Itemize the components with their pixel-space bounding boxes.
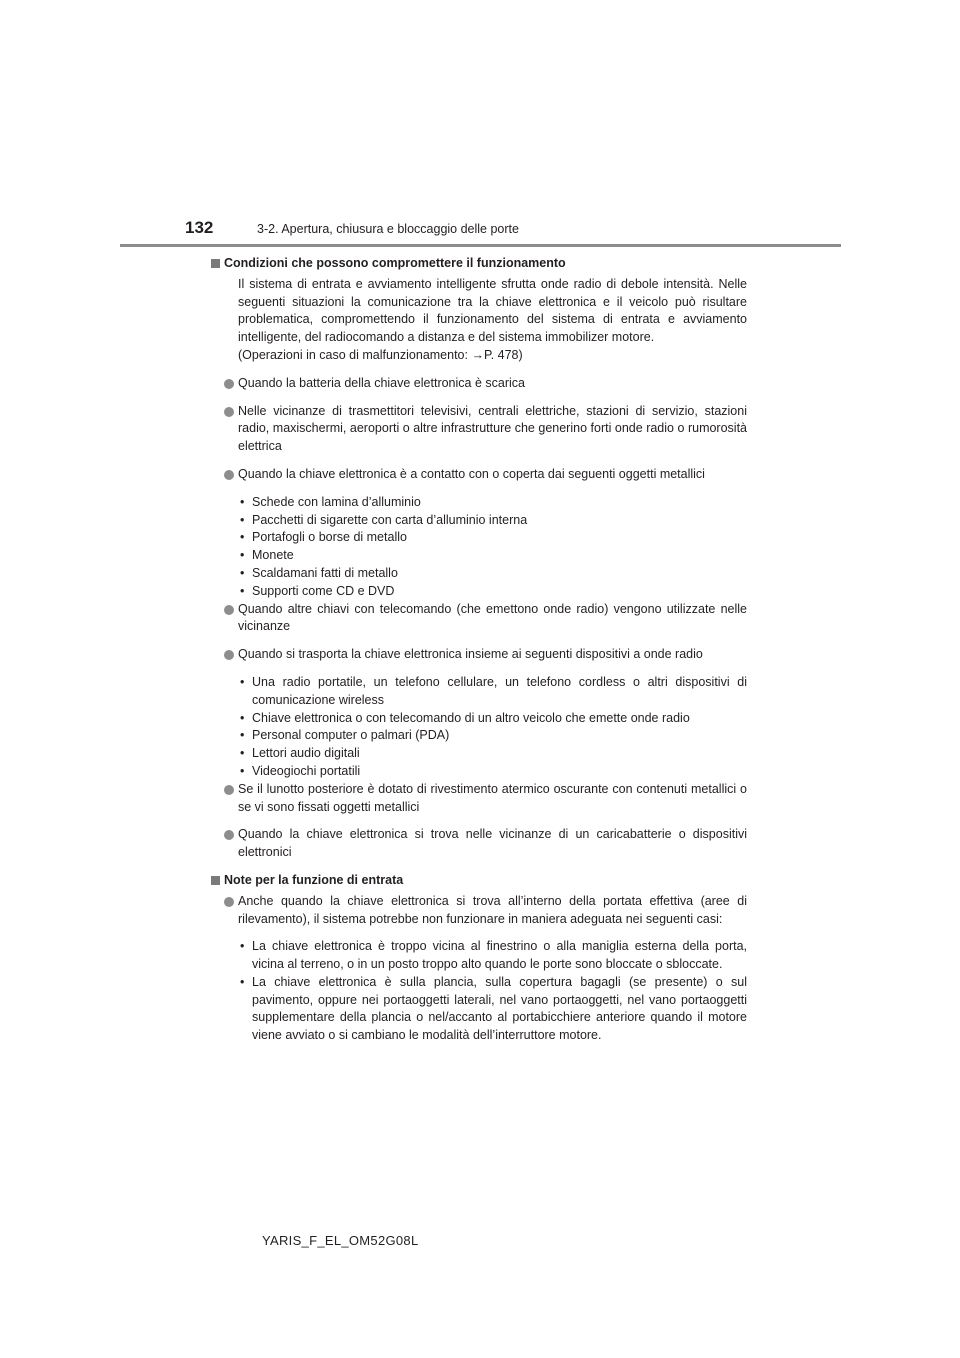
section-title: Note per la funzione di entrata bbox=[224, 872, 404, 887]
sub-list-item bbox=[211, 583, 747, 601]
list-item-text: Quando la batteria della chiave elettronica è scarica bbox=[238, 375, 525, 390]
list-item bbox=[211, 375, 747, 393]
section-title: Condizioni che possono compromettere il funzionamento bbox=[224, 256, 566, 270]
square-bullet-icon bbox=[211, 259, 220, 268]
running-header: 3-2. Apertura, chiusura e bloccaggio delle porte bbox=[257, 222, 519, 236]
list-item-text: Quando altre chiavi con telecomando (che emettono onde radio) vengono utilizzate nelle vicinanze bbox=[238, 601, 747, 634]
sub-list-item-text: Monete bbox=[252, 548, 294, 563]
sub-list-item-text: La chiave elettronica è sulla plancia, sulla copertura bagagli (se presente) o sul pavimento, oppure nei portaoggetti laterali, nel vano portaoggetti, nel vano portaoggetti supplementare della plancia o nel/accanto al portabicchiere anteriore quando il motore viene avviato o si cambiano le modalità dell’interruttore motore. bbox=[252, 974, 747, 1043]
header-rule bbox=[120, 244, 841, 247]
document-code: YARIS_F_EL_OM52G08L bbox=[262, 1233, 419, 1248]
dot-bullet-icon: • bbox=[240, 583, 245, 598]
sub-list-item bbox=[211, 494, 747, 512]
dot-bullet-icon: • bbox=[240, 974, 245, 989]
list-item bbox=[211, 826, 747, 862]
circle-bullet-icon bbox=[224, 897, 234, 907]
dot-bullet-icon: • bbox=[240, 512, 245, 527]
entry-notes-list bbox=[211, 938, 747, 1045]
list-item-text: Anche quando la chiave elettronica si trova all’interno della portata effettiva (aree di rilevamento), il sistema potrebbe non funzionare in maniera adeguata nei seguenti casi: bbox=[238, 893, 747, 926]
sub-list-item-text: Pacchetti di sigarette con carta d’alluminio interna bbox=[252, 512, 528, 527]
section-heading bbox=[211, 872, 747, 890]
section-heading bbox=[211, 255, 747, 273]
list-item bbox=[211, 403, 747, 456]
sub-list-item bbox=[211, 974, 747, 1045]
dot-bullet-icon: • bbox=[240, 530, 245, 545]
intro-paragraph: Il sistema di entrata e avviamento intelligente sfrutta onde radio di debole intensità. Nelle seguenti situazioni la comunicazione tra la chiave elettronica e il veicolo può risultare problematica, compromettendo il funzionamento del sistema di entrata e avviamento intelligente, del radiocomando a distanza e del sistema immobilizer motore. bbox=[238, 276, 747, 345]
list-item-text: Quando la chiave elettronica si trova nelle vicinanze di un caricabatterie o dispositivi elettronici bbox=[238, 827, 747, 860]
metal-objects-list bbox=[211, 494, 747, 601]
dot-bullet-icon: • bbox=[240, 494, 245, 509]
circle-bullet-icon bbox=[224, 650, 234, 660]
sub-list-item bbox=[211, 710, 747, 728]
circle-bullet-icon bbox=[224, 785, 234, 795]
sub-list-item bbox=[211, 547, 747, 565]
sub-list-item-text: La chiave elettronica è troppo vicina al finestrino o alla maniglia esterna della porta, vicina al terreno, o in un posto troppo alto quando le porte sono bloccate o sbloccate. bbox=[252, 939, 747, 972]
sub-list-item bbox=[211, 674, 747, 710]
sub-list-item-text: Una radio portatile, un telefono cellulare, un telefono cordless o altri dispositivi di comunicazione wireless bbox=[252, 674, 747, 707]
sub-list-item bbox=[211, 745, 747, 763]
list-item bbox=[211, 466, 747, 484]
reference-text: (Operazioni in caso di malfunzionamento: →P. 478) bbox=[238, 347, 523, 362]
sub-list-item-text: Scaldamani fatti di metallo bbox=[252, 565, 398, 580]
page-content bbox=[211, 255, 747, 1045]
list-item-text: Quando si trasporta la chiave elettronica insieme ai seguenti dispositivi a onde radio bbox=[238, 647, 703, 662]
sub-list-item bbox=[211, 529, 747, 547]
list-item bbox=[211, 601, 747, 637]
sub-list-item bbox=[211, 763, 747, 781]
list-item-text: Nelle vicinanze di trasmettitori televisivi, centrali elettriche, stazioni di servizio, stazioni radio, maxischermi, aeroporti o altre infrastrutture che generino forti onde radio o rumorosità elettrica bbox=[238, 403, 747, 454]
list-item bbox=[211, 781, 747, 817]
list-item bbox=[211, 646, 747, 664]
sub-list-item-text: Schede con lamina d’alluminio bbox=[252, 494, 421, 509]
radio-devices-list bbox=[211, 674, 747, 781]
sub-list-item-text: Personal computer o palmari (PDA) bbox=[252, 728, 450, 743]
sub-list-item bbox=[211, 565, 747, 583]
sub-list-item bbox=[211, 938, 747, 974]
dot-bullet-icon: • bbox=[240, 746, 245, 761]
dot-bullet-icon: • bbox=[240, 565, 245, 580]
dot-bullet-icon: • bbox=[240, 939, 245, 954]
circle-bullet-icon bbox=[224, 830, 234, 840]
sub-list-item-text: Lettori audio digitali bbox=[252, 746, 360, 761]
sub-list-item-text: Supporti come CD e DVD bbox=[252, 583, 395, 598]
page-number: 132 bbox=[185, 218, 214, 237]
sub-list-item-text: Portafogli o borse di metallo bbox=[252, 530, 407, 545]
dot-bullet-icon: • bbox=[240, 548, 245, 563]
dot-bullet-icon: • bbox=[240, 674, 245, 689]
list-item-text: Quando la chiave elettronica è a contatto con o coperta dai seguenti oggetti metallici bbox=[238, 466, 705, 481]
square-bullet-icon bbox=[211, 876, 220, 885]
circle-bullet-icon bbox=[224, 605, 234, 615]
circle-bullet-icon bbox=[224, 407, 234, 417]
dot-bullet-icon: • bbox=[240, 710, 245, 725]
sub-list-item bbox=[211, 727, 747, 745]
list-item bbox=[211, 893, 747, 929]
sub-list-item bbox=[211, 512, 747, 530]
dot-bullet-icon: • bbox=[240, 728, 245, 743]
sub-list-item-text: Videogiochi portatili bbox=[252, 763, 361, 778]
circle-bullet-icon bbox=[224, 379, 234, 389]
sub-list-item-text: Chiave elettronica o con telecomando di un altro veicolo che emette onde radio bbox=[252, 710, 690, 725]
dot-bullet-icon: • bbox=[240, 763, 245, 778]
list-item-text: Se il lunotto posteriore è dotato di rivestimento atermico oscurante con contenuti metallici o se vi sono fissati oggetti metallici bbox=[238, 781, 747, 814]
circle-bullet-icon bbox=[224, 470, 234, 480]
